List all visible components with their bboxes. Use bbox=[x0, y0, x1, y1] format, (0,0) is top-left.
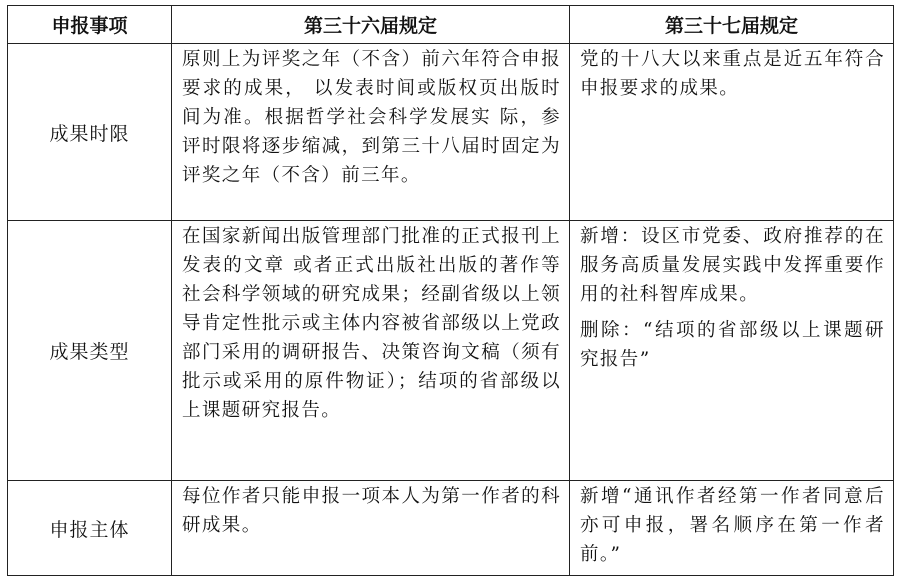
table-row-applicant bbox=[8, 481, 894, 576]
header-rule-37: 第三十七届规定 bbox=[570, 6, 894, 44]
cell-text-added: 新增：设区市党委、政府推荐的在服务高质量发展实践中发挥重要作用的社科智库成果。 bbox=[580, 226, 885, 305]
header-rule-36: 第三十六届规定 bbox=[172, 6, 570, 44]
cell-rule-37-time-limit bbox=[570, 44, 894, 221]
cell-text: 每位作者只能申报一项本人为第一作者的科研成果。 bbox=[182, 486, 561, 536]
cell-rule-37-type bbox=[570, 221, 894, 481]
header-item: 申报事项 bbox=[8, 6, 172, 44]
table-row-time-limit bbox=[8, 44, 894, 221]
comparison-table bbox=[7, 5, 894, 576]
cell-text-deleted: 删除：“结项的省部级以上课题研究报告” bbox=[580, 320, 885, 370]
cell-text: 在国家新闻出版管理部门批准的正式报刊上发表的文章 或者正式出版社出版的著作等社会科学领域的研究成果；经副省级以上领导肯定性批示或主体内容被省部级以上党政部门采用的调研报告、决策咨询文稿（须有批示或采用的原件物证）；结项的省部级以上课题研究报告。 bbox=[182, 226, 561, 421]
cell-text: 新增“通讯作者经第一作者同意后亦可申报，署名顺序在第一作者前。” bbox=[580, 486, 885, 565]
cell-text: 原则上为评奖之年（不含）前六年符合申报要求的成果， 以发表时间或版权页出版时间为准。根据哲学社会科学发展实 际，参评时限将逐步缩减，到第三十八届时固定为评奖之年（不含）前三年。 bbox=[182, 49, 561, 186]
cell-text: 党的十八大以来重点是近五年符合申报要求的成果。 bbox=[580, 49, 885, 99]
header-row bbox=[8, 6, 894, 44]
row-label-type: 成果类型 bbox=[8, 221, 172, 481]
cell-rule-36-applicant bbox=[172, 481, 570, 576]
cell-rule-37-applicant bbox=[570, 481, 894, 576]
cell-rule-36-time-limit bbox=[172, 44, 570, 221]
row-label-applicant: 申报主体 bbox=[8, 481, 172, 576]
table-row-type bbox=[8, 221, 894, 481]
cell-rule-36-type bbox=[172, 221, 570, 481]
row-label-time-limit: 成果时限 bbox=[8, 44, 172, 221]
